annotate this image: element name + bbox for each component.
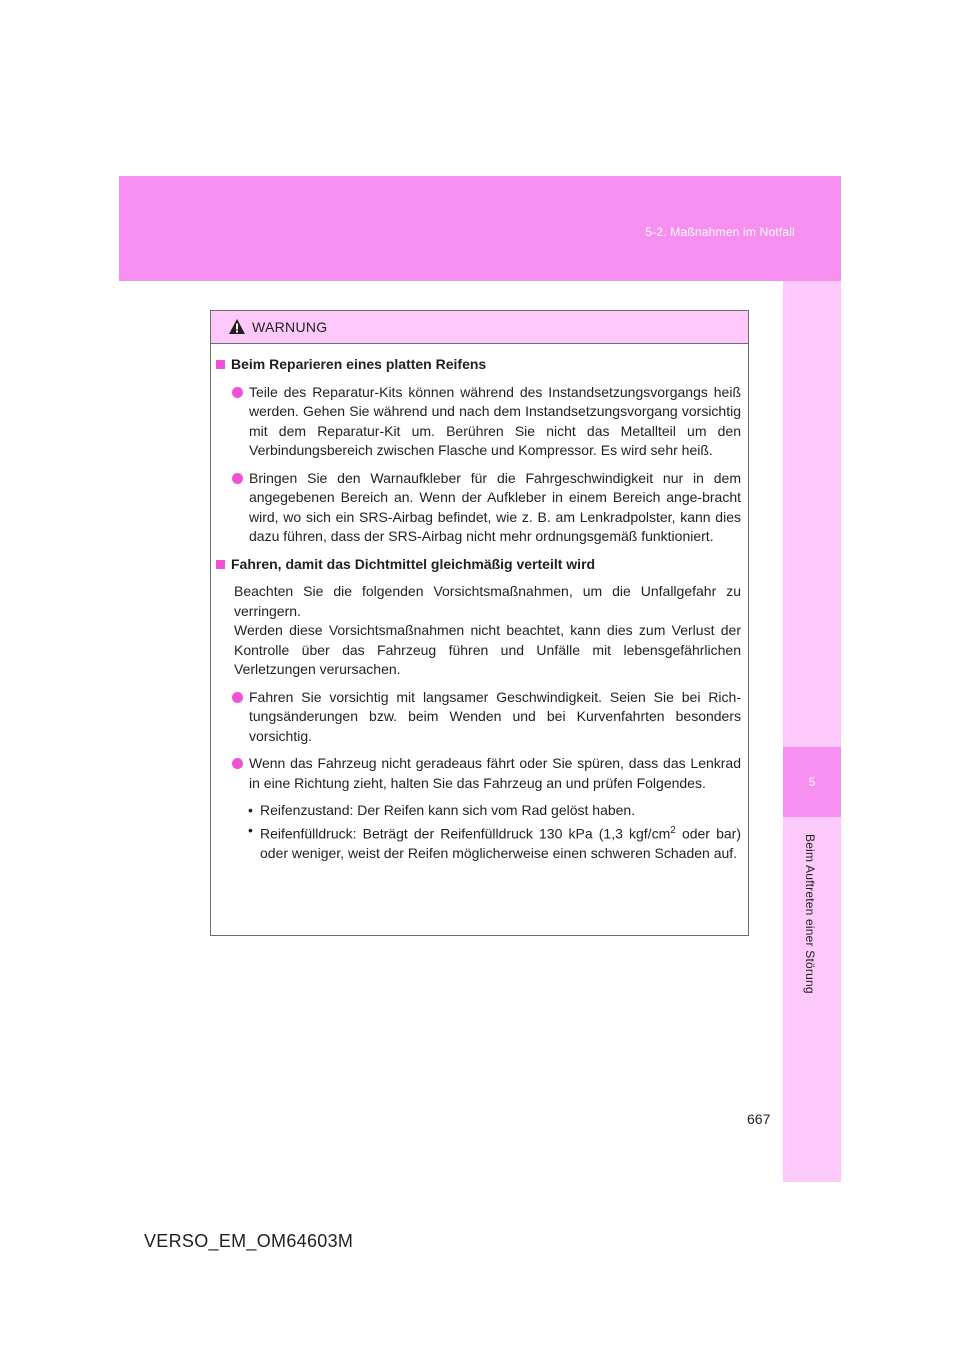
paragraph — [216, 582, 741, 680]
list-item — [216, 688, 741, 747]
pink-dot-icon — [232, 758, 243, 769]
pink-square-icon — [216, 560, 225, 569]
section-heading — [216, 555, 741, 575]
section-heading — [216, 355, 741, 375]
sub-item-text: oder bar) oder weniger, weist der Reifen möglicherweise einen schweren Schaden auf. — [260, 825, 742, 861]
list-item-text: Teile des Reparatur-Kits können während des Instandsetzungsvorgangs heiß werden. Gehen Sie während und nach dem Instandsetzungsvorgang vorsichtig mit dem Reparatur-Kit um. Berühren Sie nicht das Metallteil um den Verbindungsbereich zwischen Flasche und Kompressor. Es wird sehr heiß. — [249, 383, 741, 458]
warning-body — [211, 344, 748, 863]
superscript-two: 2 — [670, 824, 676, 836]
warning-header — [211, 311, 748, 344]
header-band — [119, 176, 841, 281]
paragraph-line: Beachten Sie die folgenden Vorsichtsmaßnahmen, um die Unfallgefahr zu verringern. — [234, 583, 741, 619]
bullet-mark: • — [248, 802, 253, 818]
list-item — [216, 754, 741, 793]
bullet-mark: • — [248, 821, 253, 838]
list-item — [216, 383, 741, 461]
chapter-tab — [783, 747, 841, 817]
warning-title: WARNUNG — [252, 319, 328, 335]
paragraph-line: Werden diese Vorsichtsmaßnahmen nicht beachtet, kann dies zum Verlust der Kontrolle über das Fahrzeug führen und Unfälle mit lebensgefährlichen Verletzungen verursachen. — [234, 622, 741, 677]
pink-square-icon — [216, 360, 225, 369]
page-number: 667 — [747, 1111, 771, 1127]
list-item — [216, 469, 741, 547]
list-item-text: Fahren Sie vorsichtig mit langsamer Geschwindigkeit. Seien Sie bei Rich-tungsänderungen bzw. beim Wenden und bei Kurvenfahrten besonders vorsichtig. — [249, 688, 741, 744]
sub-item — [216, 821, 741, 864]
side-tab-top — [783, 281, 841, 747]
document-code: VERSO_EM_OM64603M — [144, 1231, 354, 1251]
pink-dot-icon — [232, 473, 243, 484]
chapter-label: Beim Auftreten einer Störung — [803, 834, 817, 994]
warning-box — [210, 310, 749, 936]
section-title: 5-2. Maßnahmen im Notfall — [645, 225, 795, 239]
chapter-number: 5 — [808, 775, 816, 789]
sub-item-text: Reifenfülldruck: Beträgt der Reifenfülldruck 130 kPa (1,3 kgf/cm — [260, 825, 671, 842]
section-heading-text: Beim Reparieren eines platten Reifens — [231, 356, 487, 372]
pink-dot-icon — [232, 387, 243, 398]
warning-triangle-icon — [228, 318, 246, 335]
sub-item — [216, 801, 741, 821]
list-item-text: Wenn das Fahrzeug nicht geradeaus fährt oder Sie spüren, dass das Lenkrad in eine Richtung zieht, halten Sie das Fahrzeug an und prüfen Folgendes. — [249, 755, 741, 791]
pink-dot-icon — [232, 692, 243, 703]
section-heading-text: Fahren, damit das Dichtmittel gleichmäßig verteilt wird — [231, 555, 596, 572]
list-item-text: Bringen Sie den Warnaufkleber für die Fahrgeschwindigkeit nur in dem angegebenen Bereich an. Wenn der Aufkleber in einem Bereich ange-bracht wird, wo sich ein SRS-Airbag befindet, wie z. B. am Lenkradpolster, kann dies dazu führen, dass der SRS-Airbag nicht mehr ordnungsgemäß funktioniert. — [249, 469, 741, 544]
sub-item-text: Reifenzustand: Der Reifen kann sich vom Rad gelöst haben. — [260, 802, 636, 818]
